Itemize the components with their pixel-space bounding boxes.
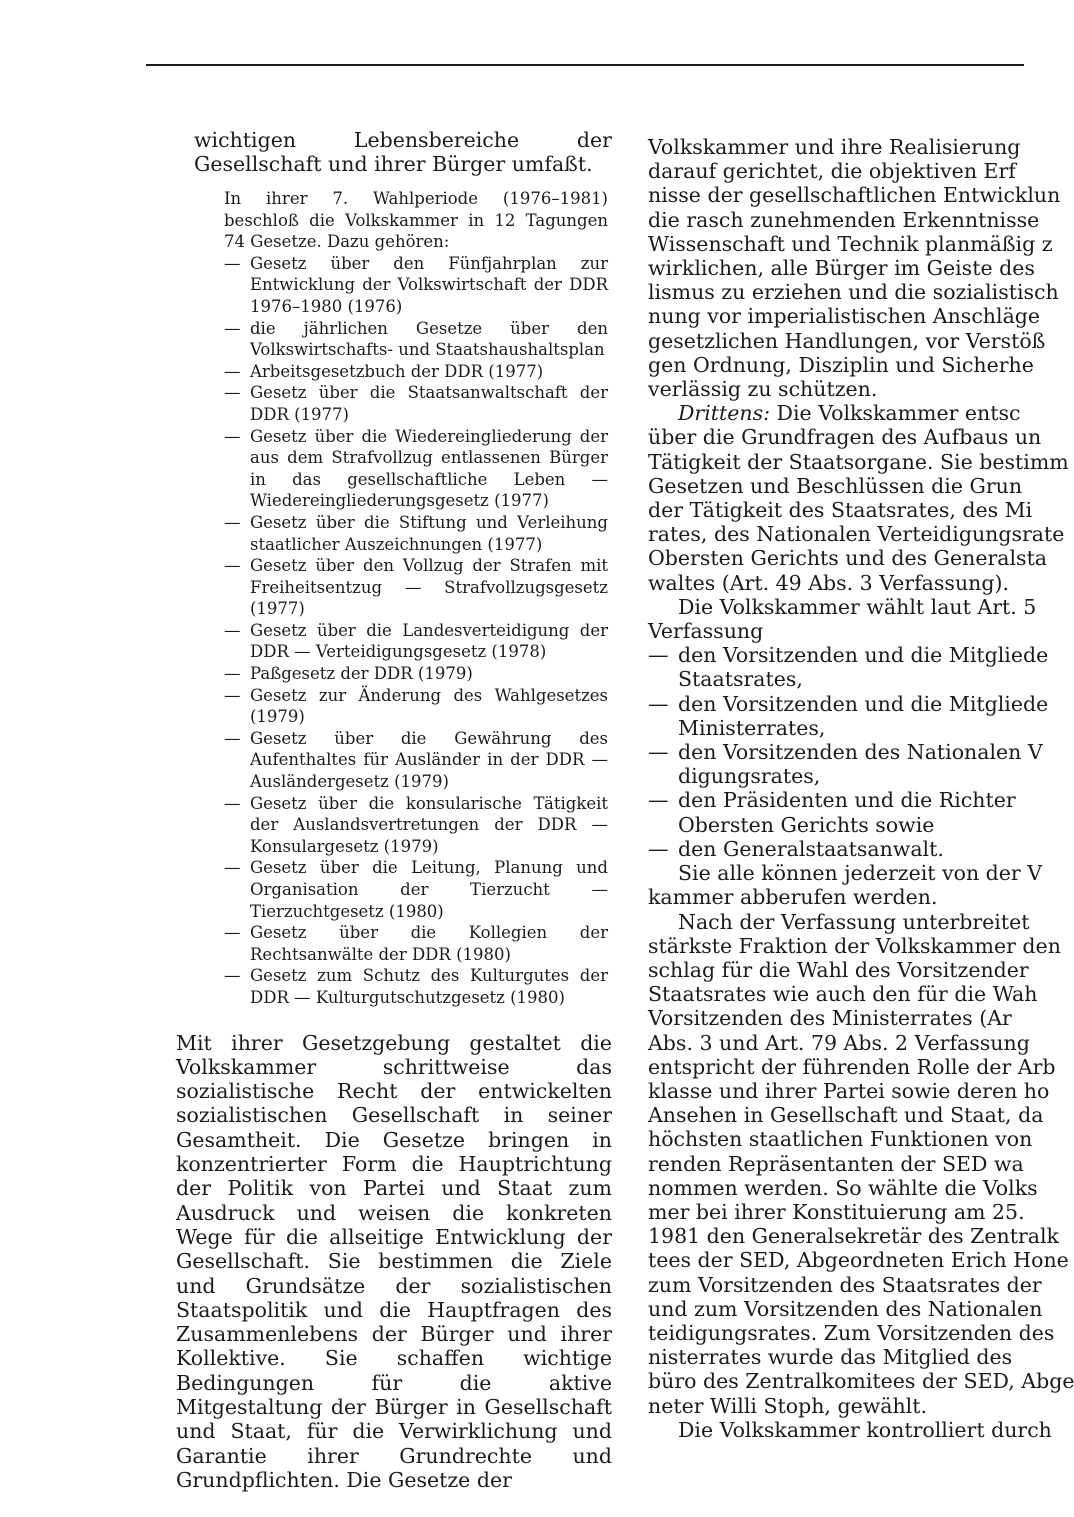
text-line: mer bei ihrer Konstituierung am 25. — [648, 1199, 1025, 1224]
law-item: — Gesetz über die Landesverteidigung der DDR — Verteidigungsgesetz (1978) — [224, 620, 608, 663]
text-line: Nach der Verfassung unterbreitet — [678, 909, 1030, 934]
body-paragraph: Mit ihrer Gesetzgebung gestaltet die Volkskammer schrittweise das sozialistische Recht der entwickelten sozialistischen Gesellschaft in seiner Gesamtheit. Die Gesetze bringen in konzentrierter Form die Hauptrichtung der Politik von Partei und Staat zum Ausdruck und weisen die konkreten Wege für die allseitige Entwicklung der Gesellschaft. Sie bestimmen die Ziele und Grundsätze der sozialistischen Staatspolitik und die Hauptfragen des Zusammenlebens der Bürger und ihrer Kollektive. Sie schaffen wichtige Bedingungen für die aktive Mitgestaltung der Bürger in Gesellschaft und Staat, für die Verwirklichung und Garantie ihrer Grundrechte und Grundpflichten. Die Gesetze der — [176, 1030, 612, 1492]
electee-line: — den Vorsitzenden des Nationalen V — [678, 740, 1043, 765]
law-item: — Gesetz über die Leitung, Planung und Organisation der Tierzucht — Tierzuchtgesetz (1980) — [224, 857, 608, 922]
drittens-first-line — [648, 401, 1048, 425]
drittens-label: Drittens: — [678, 401, 771, 426]
electee-line: digungsrates, — [678, 764, 821, 789]
text-line: Staatsrates wie auch den für die Wah — [648, 982, 1038, 1007]
law-item: — Gesetz über die Stiftung und Verleihung staatlicher Auszeichnungen (1977) — [224, 512, 608, 555]
text-line: gesetzlichen Handlungen, vor Verstöß — [648, 328, 1046, 353]
text-line: tees der SED, Abgeordneten Erich Hone — [648, 1248, 1069, 1273]
electee-line: — den Generalstaatsanwalt. — [678, 836, 944, 861]
text-line: renden Repräsentanten der SED wa — [648, 1151, 1024, 1176]
text-line: Volkskammer und ihre Realisierung — [648, 135, 1021, 159]
paragraph-waehlt — [648, 595, 1048, 643]
left-column — [176, 128, 612, 1513]
text-line: stärkste Fraktion der Volkskammer den — [648, 933, 1061, 958]
text-line: teidigungsrates. Zum Vorsitzenden des — [648, 1320, 1055, 1345]
law-intro: In ihrer 7. Wahlperiode (1976–1981) beschloß die Volkskammer in 12 Tagungen 74 Gesetze. Dazu gehören: — [224, 189, 608, 252]
electee-list — [648, 643, 1048, 861]
electee-line: — den Vorsitzenden und die Mitgliede — [678, 691, 1049, 716]
text-line: klasse und ihrer Partei sowie deren ho — [648, 1078, 1050, 1103]
text-line: gen Ordnung, Disziplin und Sicherhe — [648, 352, 1034, 377]
paragraph-kontrolliert: Die Volkskammer kontrolliert durch — [678, 1417, 1052, 1442]
law-item: — Gesetz über die Gewährung des Aufenthaltes für Ausländer in der DDR — Ausländergesetz (1979) — [224, 728, 608, 793]
header-rule — [146, 64, 1024, 66]
law-list — [224, 253, 608, 1009]
law-item: — Gesetz über die Wiedereingliederung der aus dem Strafvollzug entlassenen Bürger in das gesellschaftliche Leben — Wiedereingliederungsgesetz (1977) — [224, 426, 608, 512]
law-item: — Gesetz über die Staatsanwaltschaft der DDR (1977) — [224, 382, 608, 425]
text-line: Wissenschaft und Technik planmäßig z — [648, 231, 1053, 256]
electee-item — [648, 740, 1048, 788]
text-line: Tätigkeit der Staatsorgane. Sie bestimm — [648, 449, 1069, 474]
text-line: Gesetzen und Beschlüssen die Grun — [648, 473, 1023, 498]
paragraph-realisierung — [648, 135, 1061, 402]
lead-paragraph: wichtigen Lebensbereiche der Gesellschaft und ihrer Bürger umfaßt. — [194, 128, 612, 176]
paragraph-drittens — [648, 425, 1069, 595]
electee-line: Staatsrates, — [678, 667, 803, 692]
electee-line: — den Präsidenten und die Richter — [678, 788, 1016, 813]
electee-line: Obersten Gerichts sowie — [678, 812, 935, 837]
text-line: verlässig zu schützen. — [648, 377, 878, 402]
text-line: entspricht der führenden Rolle der Arb — [648, 1054, 1056, 1079]
law-item: — Gesetz zur Änderung des Wahlgesetzes (1979) — [224, 685, 608, 728]
paragraph-abberufen — [648, 861, 1048, 909]
text-line: nung vor imperialistischen Anschläge — [648, 304, 1041, 329]
electee-line: Ministerrates, — [678, 715, 826, 740]
text-line: schlag für die Wahl des Vorsitzender — [648, 957, 1029, 982]
text-line: Die Volkskammer wählt laut Art. 5 — [678, 594, 1037, 619]
text-line: Verfassung — [648, 619, 764, 644]
text-line: zum Vorsitzenden des Staatsrates der — [648, 1272, 1042, 1297]
text-line: rates, des Nationalen Verteidigungsrate — [648, 522, 1065, 547]
law-item: — Gesetz über die Kollegien der Rechtsanwälte der DDR (1980) — [224, 922, 608, 965]
electee-item — [648, 643, 1048, 691]
law-item: — Arbeitsgesetzbuch der DDR (1977) — [224, 361, 608, 383]
text-line: darauf gerichtet, die objektiven Erf — [648, 159, 1016, 184]
electee-item — [648, 692, 1048, 740]
text-line: kammer abberufen werden. — [648, 885, 938, 910]
text-line: nommen werden. So wählte die Volks — [648, 1175, 1038, 1200]
law-item: — Gesetz über die konsularische Tätigkeit der Auslandsvertretungen der DDR — Konsulargesetz (1979) — [224, 793, 608, 858]
text-line: und zum Vorsitzenden des Nationalen — [648, 1296, 1043, 1321]
law-item: — Paßgesetz der DDR (1979) — [224, 663, 608, 685]
text-line: 1981 den Generalsekretär des Zentralk — [648, 1224, 1059, 1249]
law-item: — die jährlichen Gesetze über den Volkswirtschafts- und Staatshaushaltsplan — [224, 318, 608, 361]
electee-line: — den Vorsitzenden und die Mitgliede — [678, 643, 1049, 668]
text-line: Ansehen in Gesellschaft und Staat, da — [648, 1103, 1044, 1128]
text-line: Abs. 3 und Art. 79 Abs. 2 Verfassung — [648, 1030, 1030, 1055]
law-box — [224, 188, 608, 1009]
paragraph-verfassung — [648, 909, 1074, 1418]
text-line: nisterrates wurde das Mitglied des — [648, 1345, 1013, 1370]
text-line: Vorsitzenden des Ministerrates (Ar — [648, 1006, 1012, 1031]
text-line: nisse der gesellschaftlichen Entwicklun — [648, 183, 1061, 208]
text-line: Sie alle können jederzeit von der V — [678, 861, 1043, 886]
electee-item — [648, 788, 1048, 836]
law-item: — Gesetz über den Vollzug der Strafen mit Freiheitsentzug — Strafvollzugsgesetz (1977) — [224, 555, 608, 620]
law-item: — Gesetz zum Schutz des Kulturgutes der DDR — Kulturgutschutzgesetz (1980) — [224, 965, 608, 1008]
electee-item — [648, 837, 1048, 861]
text-line: der Tätigkeit des Staatsrates, des Mi — [648, 498, 1033, 523]
text-line: lismus zu erziehen und die sozialistisch — [648, 280, 1059, 305]
text-line: wirklichen, alle Bürger im Geiste des — [648, 256, 1035, 281]
law-item: — Gesetz über den Fünfjahrplan zur Entwicklung der Volkswirtschaft der DDR 1976–1980 (1976) — [224, 253, 608, 318]
text-line: über die Grundfragen des Aufbaus un — [648, 425, 1042, 450]
drittens-text: Die Volkskammer entsc — [770, 401, 1021, 426]
text-line: büro des Zentralkomitees der SED, Abge — [648, 1369, 1074, 1394]
text-line: Obersten Gerichts und des Generalsta — [648, 546, 1048, 571]
right-column — [648, 135, 1074, 1442]
text-line: waltes (Art. 49 Abs. 3 Verfassung). — [648, 570, 1009, 595]
text-line: höchsten staatlichen Funktionen von — [648, 1127, 1033, 1152]
text-line: die rasch zunehmenden Erkenntnisse — [648, 207, 1040, 232]
text-line: neter Willi Stoph, gewählt. — [648, 1393, 927, 1418]
